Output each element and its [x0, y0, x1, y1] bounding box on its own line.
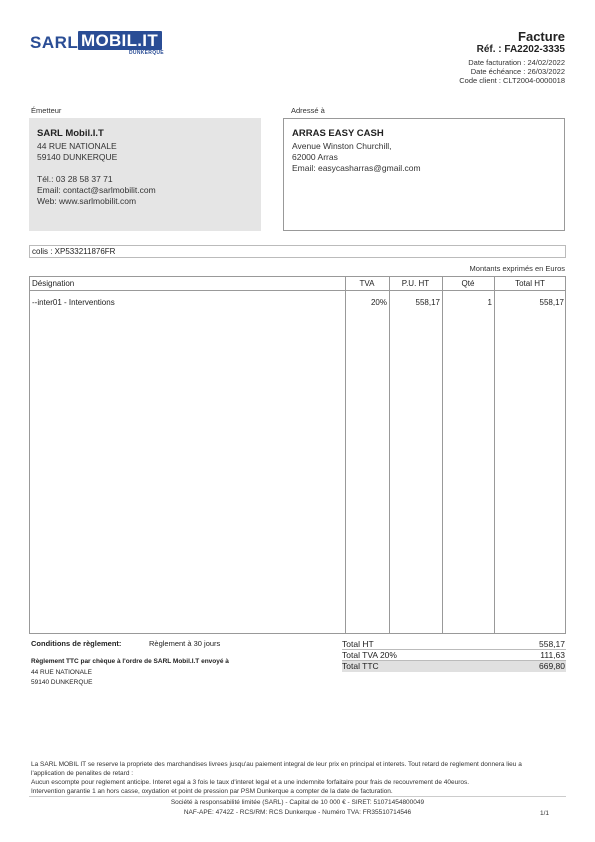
total-ht-label: Total HT: [342, 639, 374, 649]
parcel-tracking: colis : XP533211876FR: [29, 245, 566, 258]
total-ttc-value: 669,80: [539, 661, 565, 671]
total-tva-value: 111,63: [540, 650, 565, 660]
total-ht-value: 558,17: [539, 639, 565, 649]
logo-subtitle: DUNKERQUE: [129, 50, 164, 56]
header-designation: Désignation: [32, 279, 75, 288]
row-unit-price: 558,17: [415, 298, 440, 307]
emitter-label: Émetteur: [31, 106, 62, 115]
column-divider: [389, 277, 390, 633]
emitter-address-line1: 44 RUE NATIONALE: [37, 141, 117, 151]
page-number: 1/1: [539, 810, 549, 817]
legal-text-line2: l'application de penalites de retard :: [31, 770, 134, 777]
due-date: Date échéance : 26/03/2022: [470, 67, 565, 76]
total-tva-label: Total TVA 20%: [342, 650, 397, 660]
row-total-ht: 558,17: [539, 298, 564, 307]
header-quantity: Qté: [461, 279, 475, 288]
payment-address-line1: 44 RUE NATIONALE: [31, 669, 92, 676]
recipient-address-line2: 62000 Arras: [292, 152, 338, 162]
items-table: [29, 276, 566, 634]
footer-registration-info: NAF-APE: 4742Z - RCS/RM: RCS Dunkerque - Numéro TVA: FR35510714546: [183, 809, 412, 816]
emitter-email: Email: contact@sarlmobilit.com: [37, 185, 156, 195]
company-logo: [30, 31, 165, 57]
footer-company-info: Société à responsabilité limitée (SARL) - Capital de 10 000 € - SIRET: 51071454800049: [170, 799, 425, 806]
logo-badge: [78, 31, 162, 50]
document-title: Facture: [518, 29, 565, 44]
recipient-box: [283, 118, 565, 231]
recipient-address-line1: Avenue Winston Churchill,: [292, 141, 392, 151]
recipient-label: Adressé à: [291, 106, 325, 115]
header-unit-price: P.U. HT: [401, 279, 430, 288]
emitter-box: [29, 118, 261, 231]
total-ttc-label: Total TTC: [342, 661, 379, 671]
invoice-date: Date facturation : 24/02/2022: [468, 58, 565, 67]
payment-terms-value: Règlement à 30 jours: [149, 639, 221, 648]
legal-text-line3: Aucun escompte pour reglement anticipe. Interet egal a 3 fois le taux d'interet legal et a une indemnite forfaitaire pour frais de recouvrement de 40euros.: [31, 779, 470, 786]
total-ttc-row: [342, 661, 566, 672]
row-designation: --inter01 - Interventions: [32, 298, 115, 307]
header-total-ht: Total HT: [515, 279, 545, 288]
payment-address-line2: 59140 DUNKERQUE: [31, 679, 93, 686]
payment-terms-label: Conditions de règlement:: [31, 639, 122, 648]
payment-instruction: Règlement TTC par chèque à l'ordre de SARL Mobil.I.T envoyé à: [31, 658, 229, 665]
client-code: Code client : CLT2004-0000018: [459, 76, 565, 85]
emitter-address-line2: 59140 DUNKERQUE: [37, 152, 118, 162]
emitter-website: Web: www.sarlmobilit.com: [37, 196, 137, 206]
recipient-email: Email: easycasharras@gmail.com: [292, 163, 421, 173]
emitter-name: SARL Mobil.I.T: [37, 128, 104, 139]
legal-text-line1: La SARL MOBIL IT se reserve la propriete des marchandises livrees jusqu'au paiement integral de leur prix en principal et interets. Tout retard de reglement donnera lieu a: [31, 761, 522, 768]
legal-text-line4: Intervention garantie 1 an hors casse, oxydation et point de pression par PSM Dunkerque a compter de la date de facturation.: [31, 788, 393, 795]
column-divider: [442, 277, 443, 633]
total-ht-row: [342, 639, 566, 650]
footer-divider: [29, 796, 566, 797]
row-quantity: 1: [487, 298, 492, 307]
row-tva: 20%: [370, 298, 387, 307]
invoice-reference: Réf. : FA2202-3335: [476, 44, 565, 55]
recipient-name: ARRAS EASY CASH: [292, 128, 384, 139]
header-tva: TVA: [359, 279, 375, 288]
logo-text-mobilit: MOBIL.IT: [81, 31, 158, 50]
currency-note: Montants exprimés en Euros: [469, 264, 565, 273]
column-divider: [494, 277, 495, 633]
emitter-phone: Tél.: 03 28 58 37 71: [37, 174, 113, 184]
column-divider: [345, 277, 346, 633]
total-tva-row: [342, 650, 566, 661]
logo-text-sarl: SARL: [30, 33, 79, 52]
